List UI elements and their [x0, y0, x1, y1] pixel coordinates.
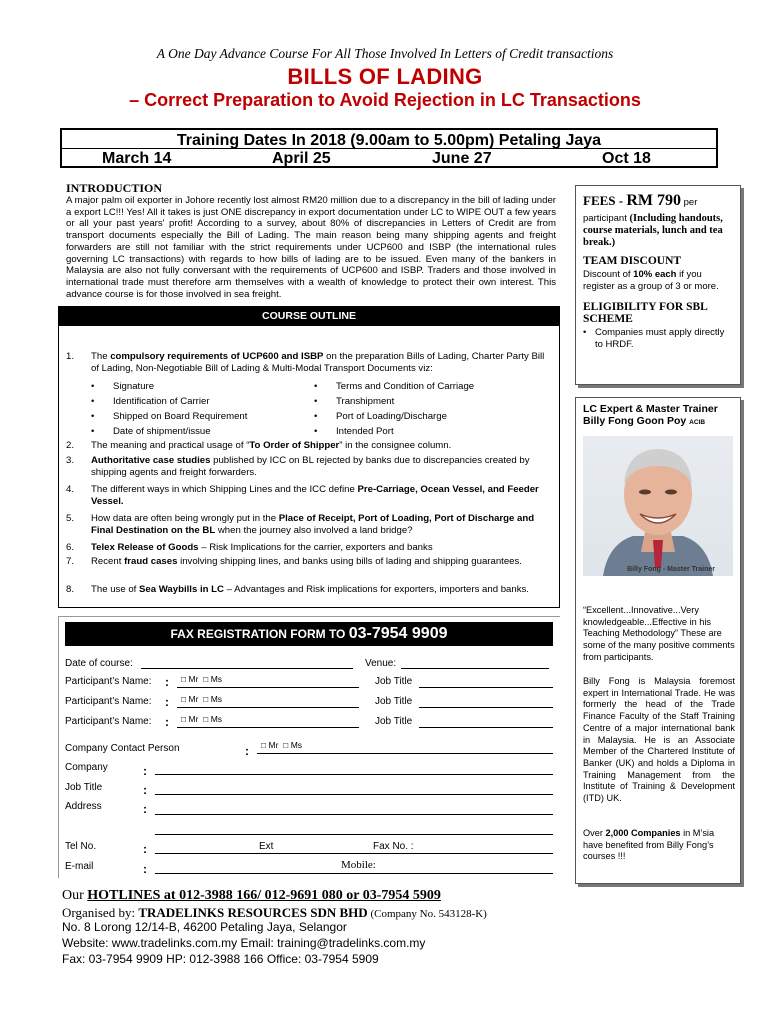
outline-item-number: 8. — [66, 584, 75, 595]
participant-name-field[interactable] — [177, 687, 359, 688]
participant-name-label: Participant’s Name: — [65, 696, 152, 707]
title-checkboxes[interactable] — [181, 674, 222, 684]
email-field[interactable] — [155, 873, 553, 874]
outline-text: on the preparation Bills of Lading, Charter Party Bill of Lading, Non-Negotiable Bill of Lading & Multi-Modal Transport Documents viz: — [91, 351, 545, 374]
outline-text: – Risk Implications for the carrier, exporters and banks — [198, 542, 433, 553]
job-title-label: Job Title — [375, 676, 413, 687]
team-text-bold: 10% each — [633, 269, 677, 280]
company-number: (Company No. 543128-K) — [367, 908, 487, 920]
colon: : — [165, 695, 169, 709]
team-discount-text — [583, 269, 733, 293]
eligibility-bullet — [583, 327, 733, 351]
outline-item-text — [91, 440, 546, 452]
outline-text: The different ways in which Shipping Lines and the ICC define — [91, 484, 358, 495]
mr-label: Mr — [188, 674, 199, 684]
team-discount-heading: TEAM DISCOUNT — [583, 255, 682, 267]
hotlines-numbers: HOTLINES at 012-3988 166/ 012-9691 080 or 03-7954 5909 — [87, 888, 441, 903]
organiser-address: No. 8 Lorong 12/14-B, 46200 Petaling Jaya, Selangor — [62, 920, 347, 934]
trainer-suffix: ACIB — [689, 419, 706, 426]
outline-item-text — [91, 351, 546, 375]
ms-label: Ms — [210, 674, 223, 684]
job-title-field[interactable] — [419, 707, 553, 708]
eligibility-heading: ELIGIBILITY FOR SBL SCHEME — [583, 301, 708, 325]
outline-text-bold: Place of Receipt, Port of Loading, Port of Discharge and Final Destination on the BL — [91, 513, 535, 536]
bullet-icon: • — [91, 426, 95, 437]
participant-name-label: Participant’s Name: — [65, 676, 152, 687]
fax-bar-text: FAX REGISTRATION FORM TO — [170, 627, 349, 641]
outline-bullet-text: Date of shipment/issue — [113, 426, 211, 437]
over-text: Over — [583, 828, 606, 838]
mr-label: Mr — [268, 740, 279, 750]
bullet-icon: • — [91, 381, 95, 392]
outline-item-number: 6. — [66, 542, 75, 553]
training-date: April 25 — [272, 150, 331, 167]
outline-item-number: 1. — [66, 351, 75, 362]
bullet-icon: • — [314, 426, 318, 437]
participant-name-field[interactable] — [177, 707, 359, 708]
fees-per: per — [681, 197, 698, 208]
trainer-box — [575, 397, 741, 884]
company-label: Company — [65, 762, 108, 773]
colon: : — [165, 715, 169, 729]
tagline: A One Day Advance Course For All Those Involved In Letters of Credit transactions — [156, 46, 614, 61]
bullet-icon: • — [91, 411, 95, 422]
ms-label: Ms — [210, 694, 223, 704]
bullet-icon: • — [583, 327, 587, 338]
training-date: March 14 — [102, 150, 172, 167]
bullet-icon: • — [91, 396, 95, 407]
colon: : — [143, 842, 147, 856]
tel-label: Tel No. — [65, 841, 97, 852]
date-of-course-label: Date of course: — [65, 658, 133, 669]
outline-text-bold: Pre-Carriage, Ocean Vessel, and Feeder Vessel. — [91, 484, 539, 507]
outline-item-number: 5. — [66, 513, 75, 524]
job-title-label: Job Title — [375, 716, 413, 727]
outline-item-text — [91, 513, 546, 537]
contact-person-field[interactable] — [257, 753, 553, 754]
contact-person-label: Company Contact Person — [65, 743, 180, 754]
outline-item-number: 2. — [66, 440, 75, 451]
address-field-2[interactable] — [155, 834, 553, 835]
outline-text: ” in the consignee column. — [339, 440, 452, 451]
fees-description — [583, 213, 733, 249]
ms-label: Ms — [210, 714, 223, 724]
job-title-field[interactable] — [155, 794, 553, 795]
organiser — [62, 905, 487, 921]
organised-prefix: Organised by: — [62, 905, 139, 920]
trainer-name-text: Billy Fong Goon Poy — [583, 415, 690, 427]
over-text-bold: 2,000 Companies — [605, 828, 681, 838]
fees-box — [575, 185, 741, 385]
training-date: Oct 18 — [602, 150, 651, 167]
organiser-name: TRADELINKS RESOURCES SDN BHD — [138, 905, 368, 920]
hotlines-prefix: Our — [62, 888, 88, 903]
checkbox-icon[interactable]: □ — [283, 740, 289, 750]
job-title-label: Job Title — [375, 696, 413, 707]
course-outline — [58, 306, 560, 608]
intro-body: A major palm oil exporter in Johore recently lost almost RM20 million due to a discrepancy in the bill of lading under a export LC!!! Yes! All it takes is just ONE discrepancy in export documentation under LC to WIPE OUT a few years or all your past years' profit! According to a survey, about 80% of discrepancies in Letters of Credit are from transport documents especially the Bill of Lading. The main reason being many shipping agents and freight forwarders are still not familiar with the strict requirements under UCP600 and ISBP (the international rules governing LC transactions) with regards to how bills of lading are to be issued. Even many of the bankers in Malaysia are also not fully conversant with the requirements of UCP600 and ISBP. Traders and those involved in international trade must therefore arm themselves with a wealth of knowledge to protect their own interest. This advance course is for those involved in sea freight. — [66, 195, 556, 300]
outline-bullet-text: Intended Port — [336, 426, 394, 437]
outline-text: How data are often being wrongly put in the — [91, 513, 279, 524]
registration-form — [58, 616, 560, 878]
outline-text: when the journey also involved a land bridge? — [215, 524, 413, 536]
outline-text-bold: Sea Waybills in LC — [139, 584, 224, 595]
outline-item-text — [91, 484, 546, 508]
job-title-field[interactable] — [419, 727, 553, 728]
outline-text: Recent — [91, 556, 125, 567]
title-checkboxes[interactable] — [261, 740, 302, 750]
outline-item-text — [91, 556, 546, 568]
trainer-portrait-icon — [583, 436, 733, 576]
outline-bullet-text: Signature — [113, 381, 155, 392]
companies-benefited — [583, 828, 735, 863]
checkbox-icon[interactable]: □ — [181, 694, 187, 704]
outline-bullet-text: Shipped on Board Requirement — [113, 411, 248, 422]
venue-label: Venue: — [365, 658, 397, 669]
outline-item-number: 4. — [66, 484, 75, 495]
fees-label: FEES - — [583, 193, 627, 208]
organiser-phones: Fax: 03-7954 9909 HP: 012-3988 166 Office: 03-7954 5909 — [62, 952, 379, 966]
colon: : — [165, 675, 169, 689]
fax-number: 03-7954 9909 — [348, 625, 448, 642]
page-title: BILLS OF LADING — [287, 64, 483, 89]
outline-bullet-text: Port of Loading/Discharge — [336, 411, 447, 422]
outline-text-bold: Telex Release of Goods — [91, 542, 199, 553]
hotlines — [62, 888, 441, 904]
fax-label: Fax No. : — [373, 841, 414, 852]
trainer-name — [583, 415, 733, 427]
intro-heading: INTRODUCTION — [66, 181, 163, 195]
checkbox-icon[interactable]: □ — [203, 714, 209, 724]
colon: : — [143, 802, 147, 816]
checkbox-icon[interactable]: □ — [181, 714, 187, 724]
trainer-heading: LC Expert & Master Trainer — [583, 403, 718, 415]
over-text: in M’sia have benefited from Billy Fong’s courses !!! — [583, 828, 715, 862]
page-subtitle: – Correct Preparation to Avoid Rejection in LC Transactions — [129, 90, 641, 110]
job-title-label: Job Title — [65, 782, 103, 793]
mr-label: Mr — [188, 694, 199, 704]
outline-item-text — [91, 584, 546, 596]
trainer-bio: Billy Fong is Malaysia foremost expert in International Trade. He was formerly the head of the Trade Finance Faculty of the Staff Training Centre of a major international bank in Malaysia. He is an Associate Member of the Chartered Institute of Banker (UK) and holds a Diploma in Training Management from the Institute of Training & Development (ITD) UK. — [583, 676, 735, 804]
mr-label: Mr — [188, 714, 199, 724]
colon: : — [143, 764, 147, 778]
outline-text: The meaning and practical usage of “ — [91, 440, 250, 451]
ms-label: Ms — [290, 740, 303, 750]
checkbox-icon[interactable]: □ — [203, 674, 209, 684]
address-field[interactable] — [155, 814, 553, 815]
fees-line — [583, 192, 733, 210]
bullet-icon: • — [314, 381, 318, 392]
registration-form-heading — [65, 622, 553, 646]
colon: : — [143, 783, 147, 797]
outline-bullet-text: Terms and Condition of Carriage — [336, 381, 475, 392]
venue-field[interactable] — [401, 668, 549, 669]
colon: : — [245, 744, 249, 758]
bullet-icon: • — [314, 396, 318, 407]
outline-text: involving shipping lines, and banks using bills of lading and shipping guarantees. — [177, 556, 522, 567]
checkbox-icon[interactable]: □ — [181, 674, 187, 684]
team-text: if you register as a group of 3 or more. — [583, 269, 719, 292]
title-checkboxes[interactable] — [181, 694, 222, 704]
testimonial-quote: “Excellent...Innovative...Very knowledgeable...Effective in his Teaching Methodology” These are some of the many positive comments from participants. — [583, 605, 735, 662]
fees-desc-text: participant — [583, 213, 630, 224]
checkbox-icon[interactable]: □ — [261, 740, 267, 750]
photo-caption: Billy Fong - Master Trainer — [627, 566, 715, 573]
outline-text-bold: To Order of Shipper — [249, 440, 340, 451]
outline-text-bold: compulsory requirements of UCP600 and ISBP — [110, 351, 324, 362]
course-outline-heading: COURSE OUTLINE — [59, 307, 559, 326]
training-date: June 27 — [432, 150, 492, 167]
checkbox-icon[interactable]: □ — [203, 694, 209, 704]
outline-text-bold: fraud cases — [124, 556, 178, 567]
title-checkboxes[interactable] — [181, 714, 222, 724]
outline-text: The — [91, 351, 111, 362]
training-dates-heading: Training Dates In 2018 (9.00am to 5.00pm) Petaling Jaya — [176, 132, 602, 149]
tel-field[interactable] — [155, 853, 553, 854]
date-of-course-field[interactable] — [141, 668, 353, 669]
fees-desc-bold: (Including handouts, course materials, lunch and tea break.) — [583, 213, 723, 248]
address-label: Address — [65, 801, 102, 812]
training-dates-box — [60, 128, 718, 168]
outline-item-text — [91, 455, 546, 479]
outline-bullet-text: Identification of Carrier — [113, 396, 210, 407]
outline-item-number: 7. — [66, 556, 75, 567]
outline-item-number: 3. — [66, 455, 75, 466]
colon: : — [143, 862, 147, 876]
mobile-label: Mobile: — [341, 859, 376, 871]
outline-text: – Advantages and Risk implications for exporters, importers and banks. — [223, 584, 529, 595]
bullet-icon: • — [314, 411, 318, 422]
participant-name-label: Participant’s Name: — [65, 716, 152, 727]
outline-text: The use of — [91, 584, 139, 595]
participant-name-field[interactable] — [177, 727, 359, 728]
team-text: Discount of — [583, 269, 634, 280]
email-label: E-mail — [65, 861, 94, 872]
ext-label: Ext — [259, 841, 274, 852]
eligibility-text: Companies must apply directly to HRDF. — [595, 327, 725, 350]
fees-amount: RM 790 — [626, 192, 681, 209]
outline-bullet-text: Transhipment — [336, 396, 395, 407]
outline-item-text — [91, 542, 546, 554]
training-dates-row — [62, 148, 716, 166]
company-field[interactable] — [155, 774, 553, 775]
trainer-photo — [583, 436, 733, 576]
outline-text-bold: Authoritative case studies — [91, 455, 211, 466]
organiser-contact: Website: www.tradelinks.com.my Email: training@tradelinks.com.my — [62, 936, 426, 950]
outline-text: published by ICC on BL rejected by banks due to discrepancies created by shipping agents and freight forwarders. — [91, 455, 530, 478]
job-title-field[interactable] — [419, 687, 553, 688]
